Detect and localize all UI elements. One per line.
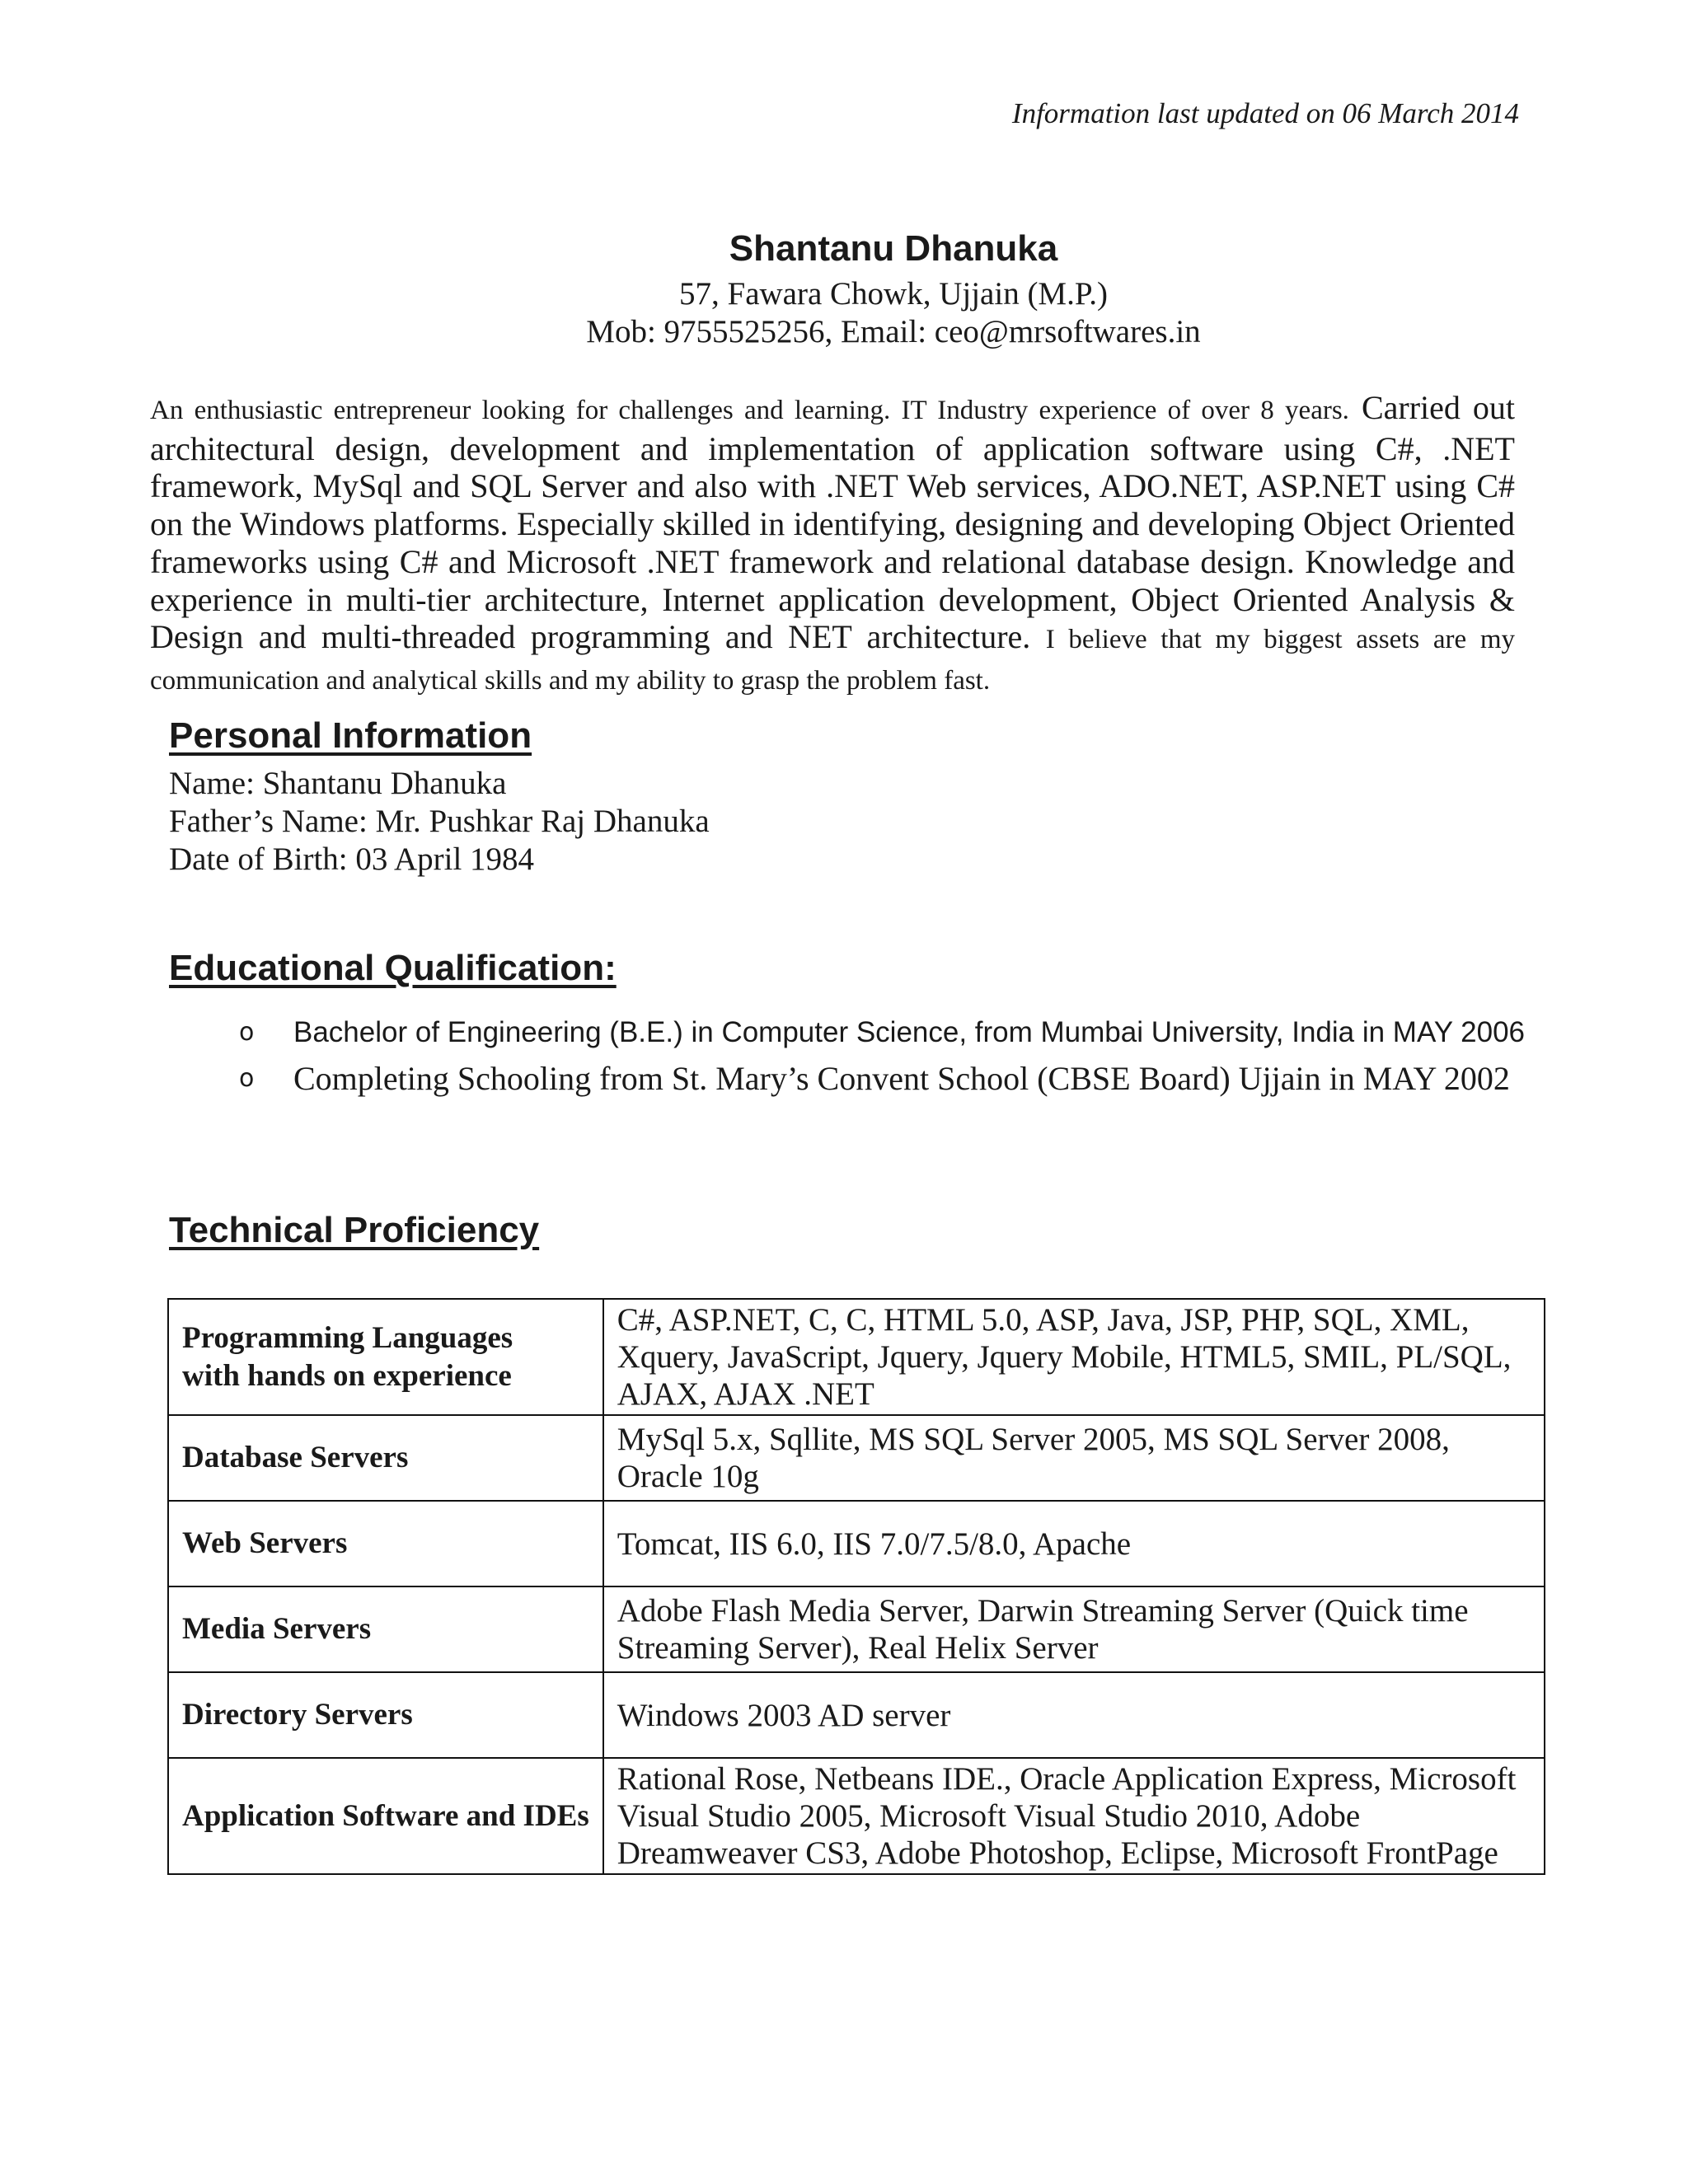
bullet-icon: o bbox=[239, 1018, 255, 1047]
section-title-personal: Personal Information bbox=[169, 715, 532, 756]
education-item-degree: Bachelor of Engineering (B.E.) in Computer Science, from Mumbai University, India in MAY 2006 bbox=[293, 1016, 1526, 1048]
bullet-icon: o bbox=[239, 1064, 255, 1093]
details-cell: Rational Rose, Netbeans IDE., Oracle Application Express, Microsoft Visual Studio 2005, Microsoft Visual Studio 2010, Adobe Dreamweaver CS3, Adobe Photoshop, Eclipse, Microsoft FrontPage bbox=[603, 1758, 1545, 1874]
last-updated-note: Information last updated on 06 March 2014 bbox=[1011, 97, 1519, 129]
candidate-name: Shantanu Dhanuka bbox=[729, 228, 1058, 269]
table-row bbox=[168, 1299, 1545, 1415]
personal-info-block bbox=[169, 765, 710, 879]
category-cell: Programming Languages with hands on experience bbox=[168, 1299, 603, 1415]
technical-proficiency-table bbox=[167, 1298, 1545, 1875]
table-row bbox=[168, 1586, 1545, 1672]
table-row bbox=[168, 1501, 1545, 1586]
details-cell: C#, ASP.NET, C, C, HTML 5.0, ASP, Java, JSP, PHP, SQL, XML, Xquery, JavaScript, Jquery, Jquery Mobile, HTML5, SMIL, PL/SQL, AJAX, AJAX .NET bbox=[603, 1299, 1545, 1415]
education-item-school: Completing Schooling from St. Mary’s Convent School (CBSE Board) Ujjain in MAY 2002 bbox=[293, 1060, 1510, 1097]
summary-paragraph bbox=[150, 389, 1515, 701]
summary-closing: I believe that my biggest assets are my communication and analytical skills and my ability to grasp the problem fast. bbox=[150, 625, 1516, 696]
list-item bbox=[239, 1060, 1525, 1098]
category-cell: Application Software and IDEs bbox=[168, 1758, 603, 1874]
personal-name: Name: Shantanu Dhanuka bbox=[169, 766, 507, 801]
category-cell: Database Servers bbox=[168, 1415, 603, 1501]
personal-dob: Date of Birth: 03 April 1984 bbox=[169, 841, 535, 877]
details-cell: MySql 5.x, Sqllite, MS SQL Server 2005, MS SQL Server 2008, Oracle 10g bbox=[603, 1415, 1545, 1501]
category-cell: Media Servers bbox=[168, 1586, 603, 1672]
section-title-education: Educational Qualification: bbox=[169, 948, 617, 988]
list-item bbox=[239, 1014, 1525, 1052]
address-line: 57, Fawara Chowk, Ujjain (M.P.) bbox=[679, 276, 1108, 312]
contact-line: Mob: 9755525256, Email: ceo@mrsoftwares.in bbox=[586, 314, 1201, 349]
details-cell: Tomcat, IIS 6.0, IIS 7.0/7.5/8.0, Apache bbox=[603, 1501, 1545, 1586]
summary-body: Carried out architectural design, development and implementation of application software using C#, .NET framework, MySql and SQL Server and also with .NET Web services, ADO.NET, ASP.NET using C# on the Windows platforms. Especially skilled in identifying, designing and developing Object Oriented frameworks using C# and Microsoft .NET framework and relational database design. Knowledge and experience in multi-tier architecture, Internet application development, Object Oriented Analysis & Design and multi-threaded programming and NET architecture. bbox=[150, 389, 1516, 656]
education-list bbox=[239, 1014, 1525, 1106]
personal-father-name: Father’s Name: Mr. Pushkar Raj Dhanuka bbox=[169, 804, 710, 839]
resume-header bbox=[0, 223, 1688, 351]
details-cell: Windows 2003 AD server bbox=[603, 1672, 1545, 1758]
section-title-technical: Technical Proficiency bbox=[169, 1210, 540, 1250]
table-row bbox=[168, 1415, 1545, 1501]
table-row bbox=[168, 1758, 1545, 1874]
table-row bbox=[168, 1672, 1545, 1758]
category-cell: Web Servers bbox=[168, 1501, 603, 1586]
summary-intro: An enthusiastic entrepreneur looking for challenges and learning. IT Industry experience of over 8 years. bbox=[150, 396, 1349, 425]
category-cell: Directory Servers bbox=[168, 1672, 603, 1758]
details-cell: Adobe Flash Media Server, Darwin Streaming Server (Quick time Streaming Server), Real Helix Server bbox=[603, 1586, 1545, 1672]
